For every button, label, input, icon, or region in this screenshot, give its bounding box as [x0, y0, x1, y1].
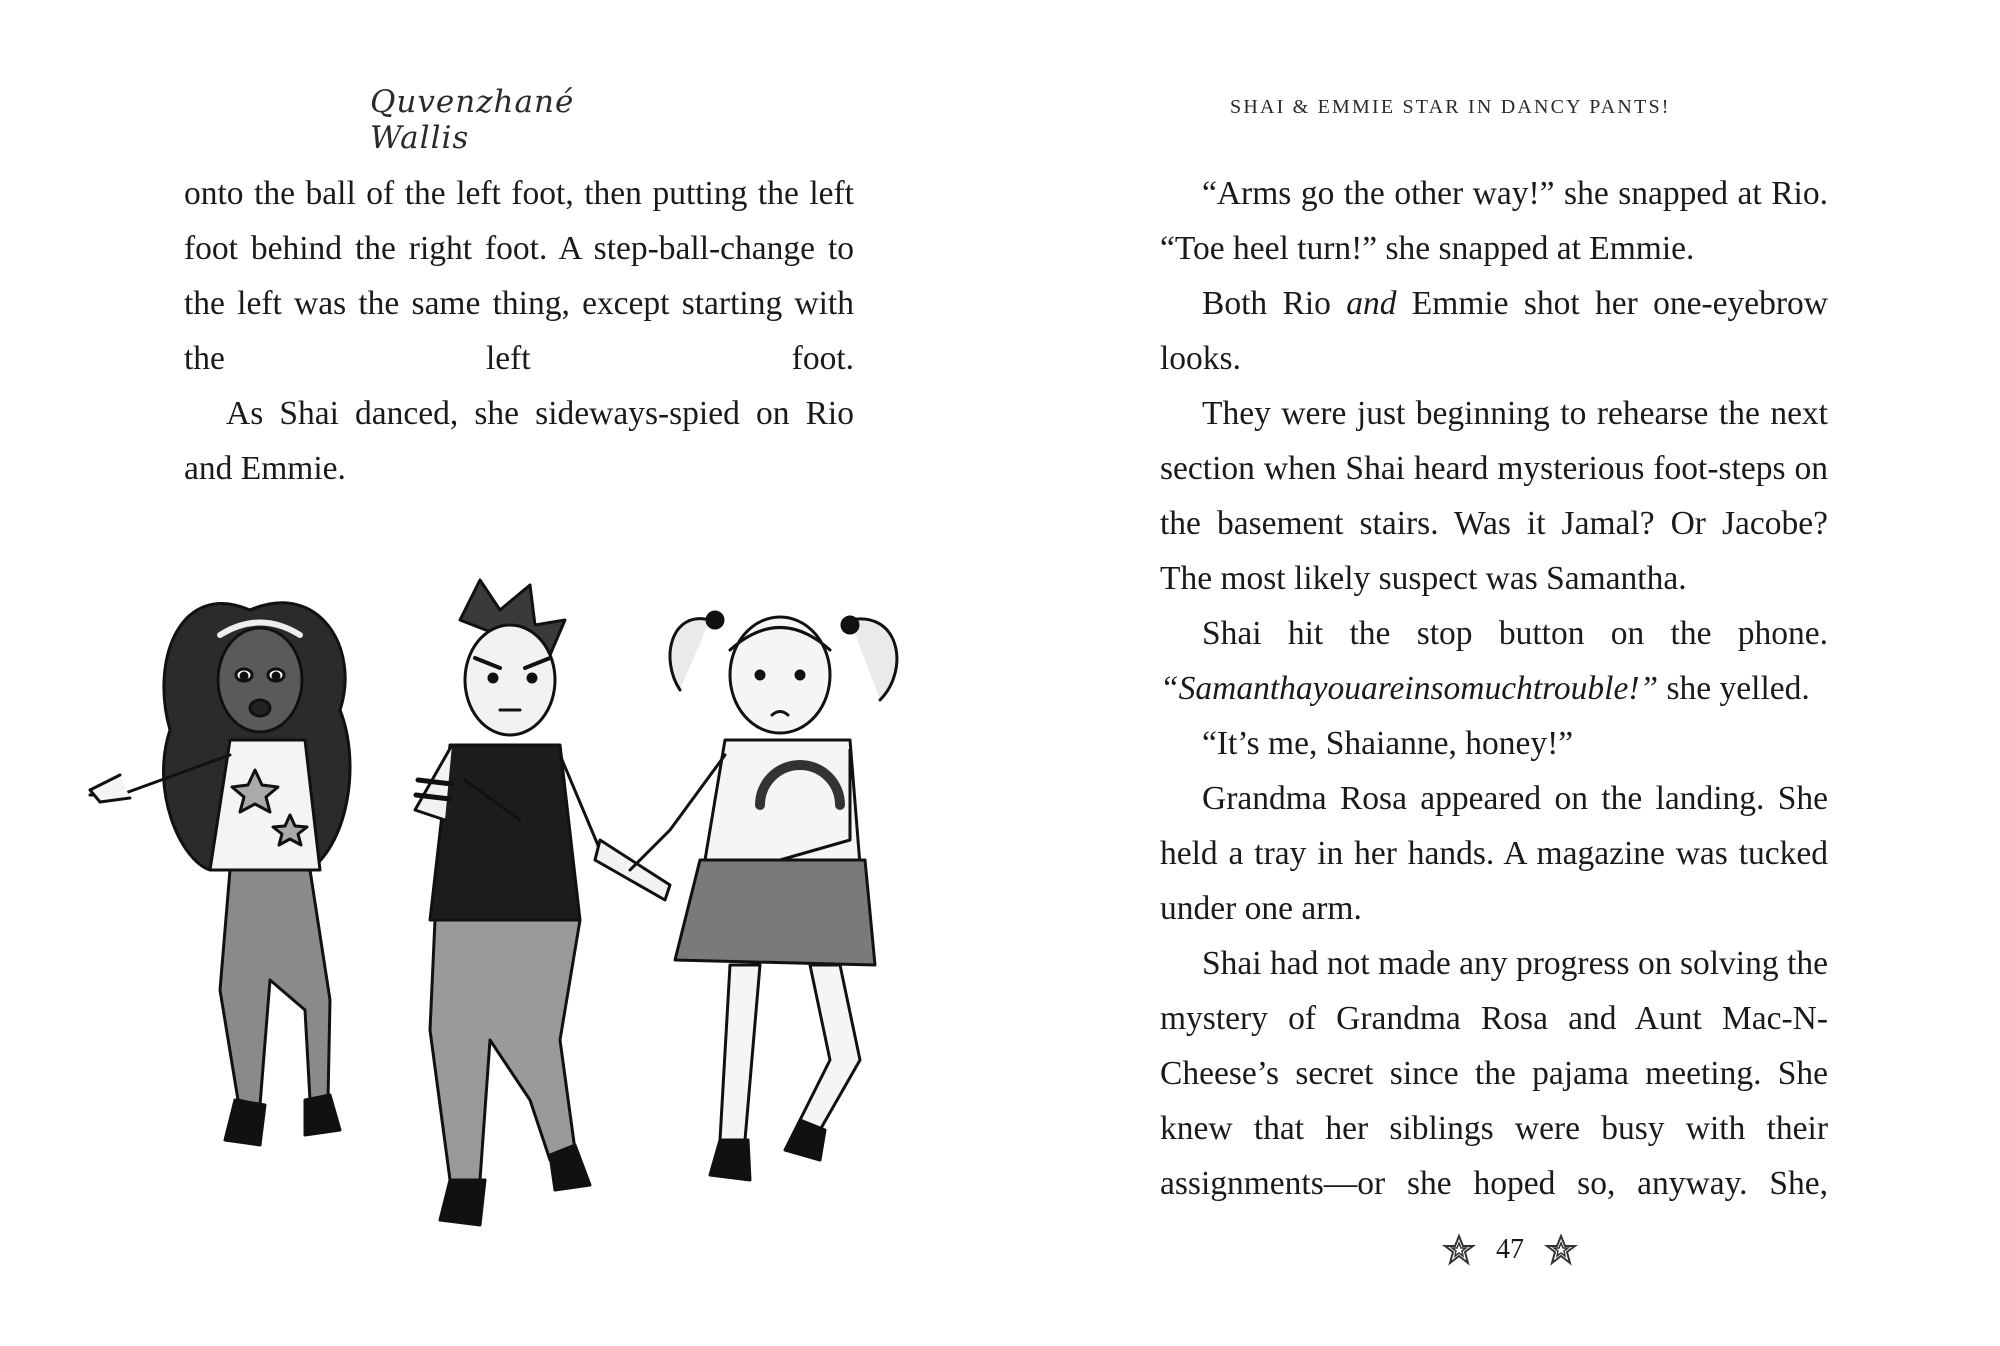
three-kids-dancing-illustration: [60, 540, 940, 1260]
left-running-head: Quvenzhané Wallis: [370, 84, 575, 156]
left-paragraph-1: onto the ball of the left foot, then putting the left foot behind the right foot. A step-ball-change to the left was the same thing, except starting with the left foot.: [184, 175, 854, 377]
right-paragraph-7: Shai had not made any progress on solving the mystery of Grandma Rosa and Aunt Mac-N-Cheese’s secret since the pajama meeting. She knew that her siblings were busy with their assignments—or she hoped so, anyway. She,: [1160, 945, 1828, 1202]
boy-figure: [415, 580, 670, 1225]
right-paragraph-2: [1160, 276, 1828, 386]
right-paragraph-1: “Arms go the other way!” she snapped at Rio. “Toe heel turn!” she snapped at Emmie.: [1160, 175, 1828, 267]
page-number: 47: [1496, 1234, 1524, 1265]
left-paragraph-2: As Shai danced, she sideways-spied on Rio and Emmie.: [184, 395, 854, 487]
star-icon: [1544, 1233, 1578, 1267]
right-paragraph-4: [1160, 606, 1828, 716]
right-paragraph-6: Grandma Rosa appeared on the landing. She held a tray in her hands. A magazine was tucked under one arm.: [1160, 780, 1828, 927]
right-running-head: SHAI & EMMIE STAR IN DANCY PANTS!: [1230, 96, 1671, 118]
page-folio: [1420, 1230, 1600, 1270]
paragraph-2-text-b: Emmie shot her one-eyebrow looks.: [1160, 285, 1829, 377]
right-page-text: [1160, 166, 1828, 1211]
star-icon: [1442, 1233, 1476, 1267]
paragraph-2-text-a: Both Rio: [1202, 285, 1347, 322]
paragraph-4-text-b: she yelled.: [1658, 670, 1810, 707]
right-paragraph-5: “It’s me, Shaianne, honey!”: [1202, 725, 1574, 762]
paragraph-4-emphasis: “Samanthayouareinsomuchtrouble!”: [1160, 670, 1659, 707]
right-paragraph-3: They were just beginning to rehearse the next section when Shai heard mysterious foot-steps on the basement stairs. Was it Jamal? Or Jacobe? The most likely suspect was Samantha.: [1160, 395, 1828, 597]
girl-with-pigtails-figure: [630, 612, 897, 1180]
girl-with-curly-hair-figure: [90, 603, 350, 1145]
paragraph-4-text-a: Shai hit the stop button on the phone.: [1202, 615, 1828, 652]
paragraph-2-emphasis: and: [1346, 285, 1397, 322]
left-page-text: [184, 166, 854, 496]
